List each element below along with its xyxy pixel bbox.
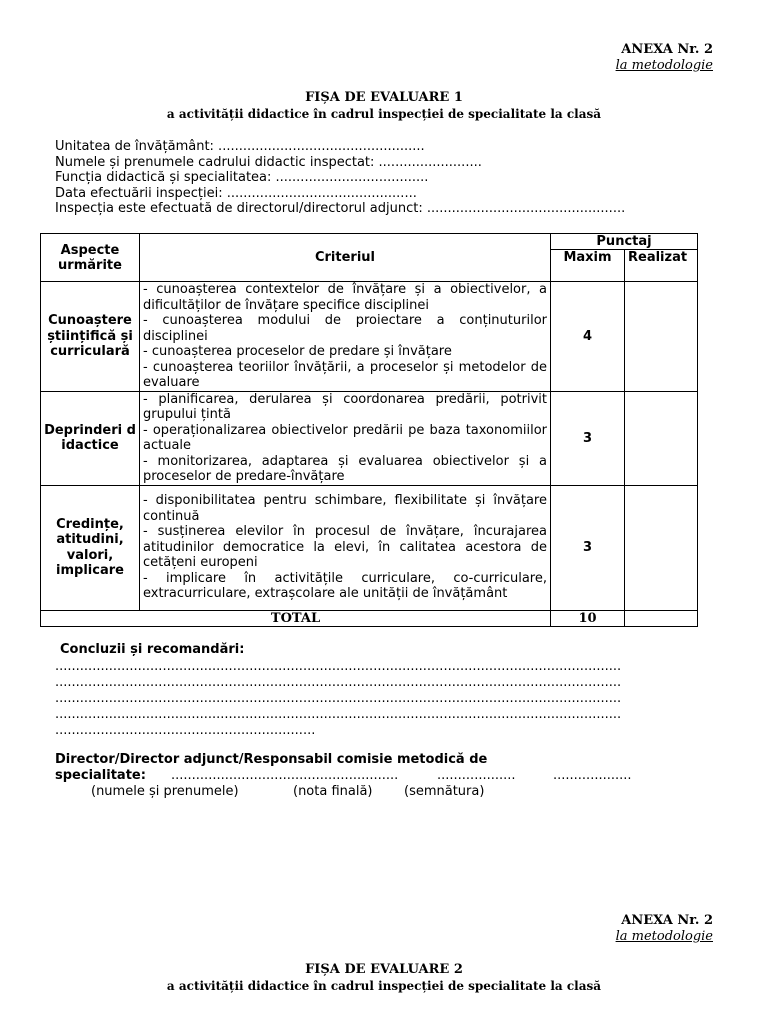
header-realizat: Realizat xyxy=(625,250,698,282)
field-inspector: Inspecția este efectuată de directorul/directorul adjunct: ................................................ xyxy=(55,201,626,216)
header-aspecte: Aspecte urmărite xyxy=(41,234,140,282)
conclusion-line: ............................................................... xyxy=(55,723,316,738)
realized-score-cell[interactable] xyxy=(625,485,698,610)
form-subtitle: a activității didactice în cadrul inspecției de specialitate la clasă xyxy=(166,979,602,993)
aspect-cell: Deprinderi didactice xyxy=(41,391,140,485)
caption-signature: (semnătura) xyxy=(404,784,485,799)
criterion: - operaționalizarea obiectivelor predării pe baza taxonomiilor actuale xyxy=(143,422,547,453)
annex-subtitle: la metodologie xyxy=(615,929,713,944)
conclusion-line: ......................................................................................................................................... xyxy=(55,659,622,674)
aspect-cell: Cunoaștere științifică și curriculară xyxy=(41,282,140,392)
caption-name: (numele și prenumele) xyxy=(91,784,239,799)
header-criteriul: Criteriul xyxy=(140,234,551,282)
form-title-1 xyxy=(0,90,768,122)
table-row xyxy=(41,391,698,485)
realized-score-cell[interactable] xyxy=(625,282,698,392)
max-score: 4 xyxy=(551,282,625,392)
total-row xyxy=(41,610,698,626)
conclusion-line: ......................................................................................................................................... xyxy=(55,675,622,690)
field-functia: Funcția didactică și specialitatea: ..................................... xyxy=(55,170,429,185)
conclusion-line: ......................................................................................................................................... xyxy=(55,691,622,706)
conclusion-line: ......................................................................................................................................... xyxy=(55,707,622,722)
total-max: 10 xyxy=(551,610,625,626)
criteria-cell xyxy=(140,485,551,610)
criterion: - cunoașterea teoriilor învățării, a proceselor și metodelor de evaluare xyxy=(143,359,547,390)
field-unitate: Unitatea de învățământ: .................................................. xyxy=(55,139,425,154)
header-maxim: Maxim xyxy=(551,250,625,282)
criterion: - planificarea, derularea și coordonarea predării, potrivit grupului țintă xyxy=(143,391,547,422)
criteria-cell xyxy=(140,391,551,485)
total-label: TOTAL xyxy=(41,610,551,626)
evaluation-table xyxy=(40,233,698,627)
criterion: - cunoașterea proceselor de predare și învățare xyxy=(143,344,452,359)
criterion: - monitorizarea, adaptarea și evaluarea obiectivelor și a proceselor de predare-învățare xyxy=(143,453,547,484)
total-realized-cell[interactable] xyxy=(625,610,698,626)
criterion: - cunoașterea contextelor de învățare și a obiectivelor, a dificultăților de învățare specifice disciplinei xyxy=(143,282,547,313)
table-header-row xyxy=(41,234,698,250)
annex-header-1 xyxy=(616,42,713,74)
signature-label-specialitate: specialitate: xyxy=(55,768,146,783)
form-title: FIȘA DE EVALUARE 1 xyxy=(305,90,463,105)
caption-grade: (nota finală) xyxy=(293,784,373,799)
grade-field[interactable]: ................... xyxy=(437,768,516,783)
field-nume: Numele și prenumele cadrului didactic inspectat: ......................... xyxy=(55,154,482,170)
criterion: - disponibilitatea pentru schimbare, flexibilitate și învățare continuă xyxy=(143,493,547,524)
max-score: 3 xyxy=(551,391,625,485)
annex-subtitle: la metodologie xyxy=(615,58,713,73)
form-title-2 xyxy=(0,962,768,994)
criteria-cell xyxy=(140,282,551,392)
table-row xyxy=(41,485,698,610)
conclusions-lines[interactable] xyxy=(55,659,621,739)
criterion: - susținerea elevilor în procesul de învățare, încurajarea atitudinilor democratice la elevi, în calitatea acestora de cetățeni europeni xyxy=(143,524,547,571)
signature-field[interactable]: ................... xyxy=(553,768,632,783)
signature-block xyxy=(55,752,715,800)
annex-header-2 xyxy=(616,913,713,945)
annex-number: ANEXA Nr. 2 xyxy=(621,913,713,928)
aspect-cell: Credințe, atitudini, valori, implicare xyxy=(41,485,140,610)
criterion: - cunoașterea modului de proiectare a conținuturilor disciplinei xyxy=(143,313,547,344)
form-fields xyxy=(55,139,625,217)
criterion: - implicare în activitățile curriculare, co-curriculare, extracurriculare, extrașcolare ale unității de învățământ xyxy=(143,570,547,602)
name-field[interactable]: ....................................................... xyxy=(171,768,399,783)
header-punctaj: Punctaj xyxy=(551,234,698,250)
table-row xyxy=(41,282,698,392)
signature-label: Director/Director adjunct/Responsabil comisie metodică de xyxy=(55,752,488,767)
max-score: 3 xyxy=(551,485,625,610)
annex-number: ANEXA Nr. 2 xyxy=(621,42,713,57)
conclusions-label: Concluzii și recomandări: xyxy=(60,642,245,657)
realized-score-cell[interactable] xyxy=(625,391,698,485)
form-title: FIȘA DE EVALUARE 2 xyxy=(305,962,463,977)
field-data: Data efectuării inspecției: .............................................. xyxy=(55,185,417,201)
form-subtitle: a activității didactice în cadrul inspecției de specialitate la clasă xyxy=(166,107,602,121)
